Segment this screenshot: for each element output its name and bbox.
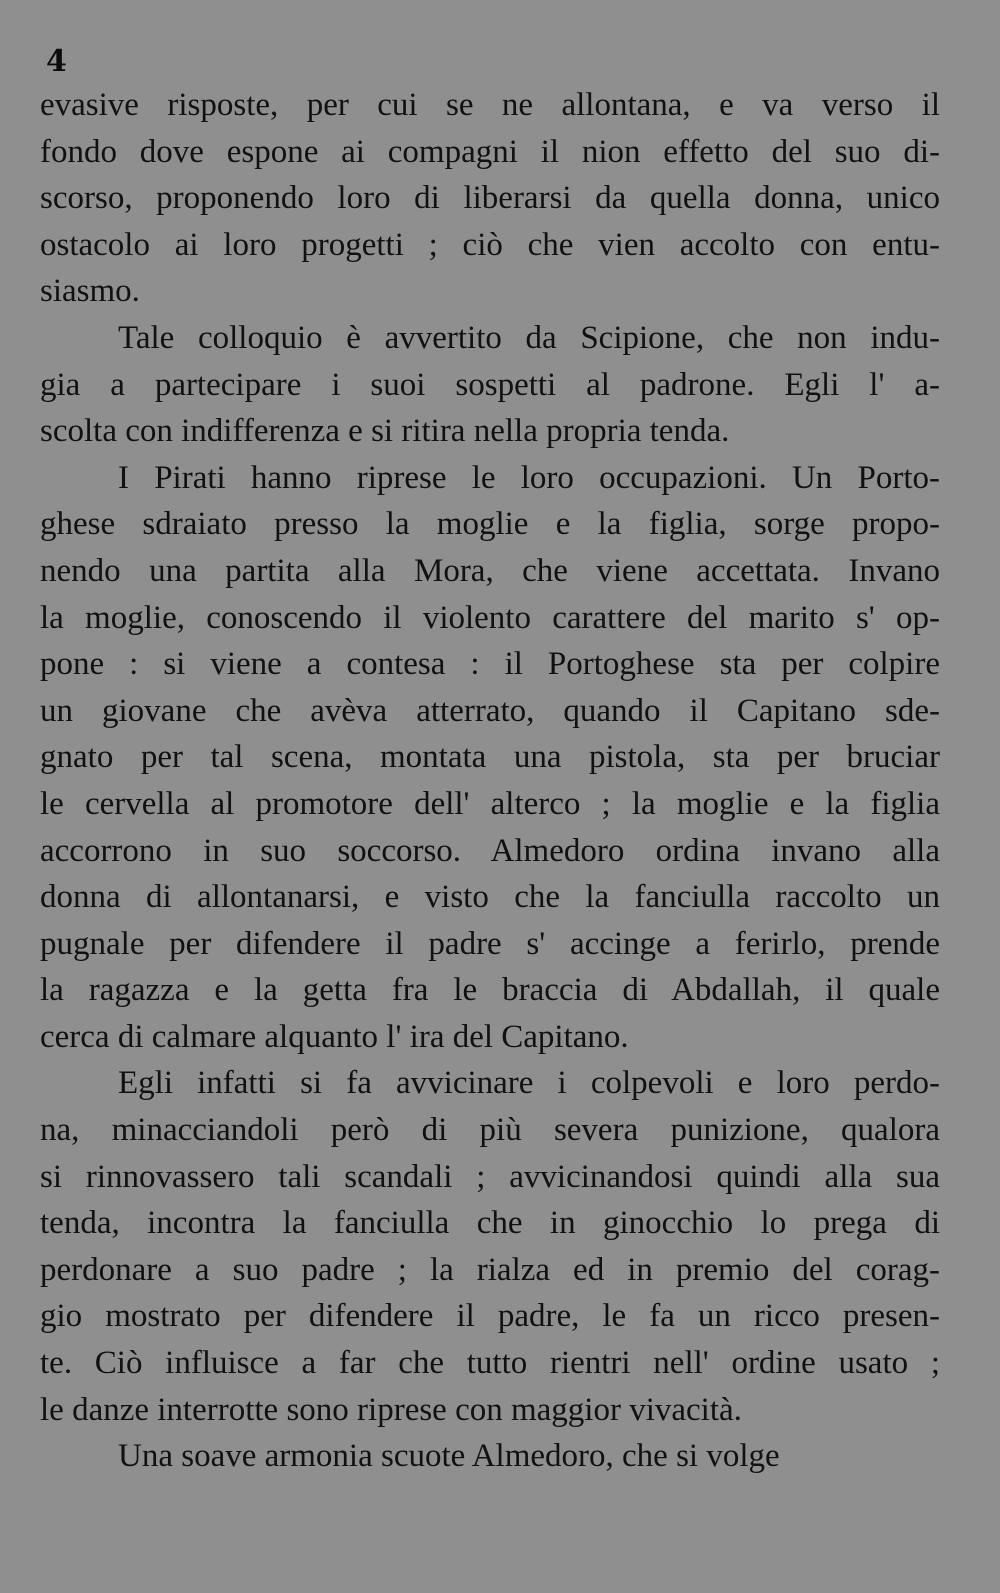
- text-line: evasive risposte, per cui se ne allontana, e va verso il: [40, 87, 940, 123]
- text-line: pugnale per difendere il padre s' accinge a ferirlo, prende: [40, 925, 940, 962]
- text-line: Egli infatti si fa avvicinare i colpevoli e loro perdo-: [118, 1065, 940, 1102]
- text-line: la ragazza e la getta fra le braccia di Abdallah, il quale: [40, 972, 940, 1009]
- text-line: pone : si viene a contesa : il Portoghese sta per colpire: [40, 646, 940, 683]
- text-line: gia a partecipare i suoi sospetti al padrone. Egli l' a-: [40, 366, 940, 403]
- text-line: nendo una partita alla Mora, che viene accettata. Invano: [40, 552, 940, 589]
- text-line: fondo dove espone ai compagni il nion effetto del suo di-: [40, 133, 940, 170]
- paragraph: [40, 82, 940, 315]
- text-line: Tale colloquio è avvertito da Scipione, che non indu-: [118, 319, 940, 356]
- text-line: scorso, proponendo loro di liberarsi da quella donna, unico: [40, 180, 940, 217]
- text-line: ostacolo ai loro progetti ; ciò che vien accolto con entu-: [40, 226, 940, 263]
- text-line: siasmo.: [40, 273, 140, 310]
- text-line: cerca di calmare alquanto l' ira del Capitano.: [40, 1018, 629, 1055]
- body-text: [40, 82, 940, 1480]
- text-line: un giovane che avèva atterrato, quando il Capitano sde-: [40, 692, 940, 729]
- text-line: le cervella al promotore dell' alterco ; la moglie e la figlia: [40, 785, 940, 822]
- text-line: gio mostrato per difendere il padre, le fa un ricco presen-: [40, 1298, 940, 1335]
- text-line: la moglie, conoscendo il violento carattere del marito s' op-: [40, 599, 940, 636]
- paragraph: [40, 1433, 940, 1480]
- text-line: perdonare a suo padre ; la rialza ed in premio del corag-: [40, 1251, 940, 1288]
- page-number: 4: [46, 44, 67, 79]
- text-line: si rinnovassero tali scandali ; avvicinandosi quindi alla sua: [40, 1158, 940, 1195]
- text-line: ghese sdraiato presso la moglie e la figlia, sorge propo-: [40, 506, 940, 543]
- text-line: scolta con indifferenza e si ritira nella propria tenda.: [40, 413, 730, 450]
- paragraph: [40, 315, 940, 455]
- paragraph: [40, 455, 940, 1061]
- text-line: na, minacciandoli però di più severa punizione, qualora: [40, 1112, 940, 1149]
- text-line: le danze interrotte sono riprese con maggior vivacità.: [40, 1391, 742, 1428]
- text-line: donna di allontanarsi, e visto che la fanciulla raccolto un: [40, 879, 940, 916]
- text-line: tenda, incontra la fanciulla che in ginocchio lo prega di: [40, 1205, 940, 1242]
- text-line: gnato per tal scena, montata una pistola, sta per bruciar: [40, 739, 940, 776]
- text-line: te. Ciò influisce a far che tutto rientri nell' ordine usato ;: [40, 1345, 940, 1382]
- text-line: accorrono in suo soccorso. Almedoro ordina invano alla: [40, 832, 940, 869]
- text-line: I Pirati hanno riprese le loro occupazioni. Un Porto-: [118, 459, 940, 496]
- text-line: Una soave armonia scuote Almedoro, che si volge: [118, 1438, 780, 1475]
- paragraph: [40, 1060, 940, 1433]
